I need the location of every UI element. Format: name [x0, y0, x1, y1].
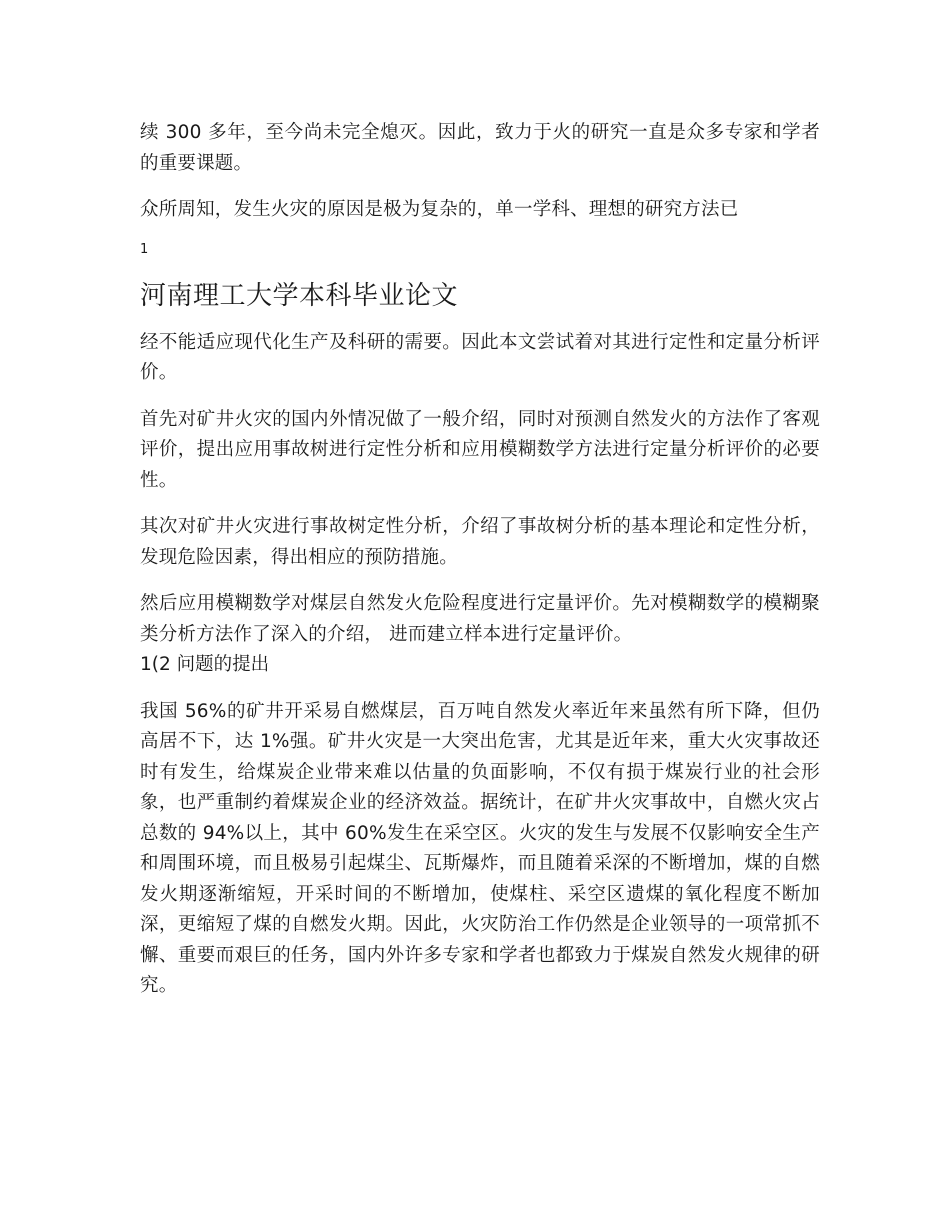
paragraph-intro: 经不能适应现代化生产及科研的需要。因此本文尝试着对其进行定性和定量分析评价。	[140, 331, 820, 383]
paragraph-research-methods: 众所周知，发生火灾的原因是极为复杂的，单一学科、理想的研究方法已	[140, 199, 739, 220]
paragraph-second: 其次对矿井火灾进行事故树定性分析，介绍了事故树分析的基本理论和定性分析，发现危险因素，得出相应的预防措施。	[140, 516, 820, 568]
page-number: 1	[140, 241, 149, 257]
paragraph-third: 然后应用模糊数学对煤层自然发火危险程度进行定量评价。先对模糊数学的模糊聚类分析方法作了深入的介绍， 进而建立样本进行定量评价。	[140, 593, 820, 645]
page-header-title: 河南理工大学本科毕业论文	[140, 280, 459, 311]
section-heading: 1(2 问题的提出	[140, 654, 270, 675]
paragraph-first: 首先对矿井火灾的国内外情况做了一般介绍，同时对预测自然发火的方法作了客观评价，提出应用事故树进行定性分析和应用模糊数学方法进行定量分析评价的必要性。	[140, 408, 820, 491]
paragraph-continuation: 续 300 多年，至今尚未完全熄灭。因此，致力于火的研究一直是众多专家和学者的重要课题。	[140, 122, 820, 174]
document-page	[140, 118, 820, 1018]
paragraph-problem-statement: 我国 56%的矿井开采易自燃煤层，百万吨自然发火率近年来虽然有所下降，但仍高居不下，达 1%强。矿井火灾是一大突出危害，尤其是近年来，重大火灾事故还时有发生，给煤炭企业带来难以估量的负面影响，不仅有损于煤炭行业的社会形象，也严重制约着煤炭企业的经济效益。据统计，在矿井火灾事故中，自燃火灾占总数的 94%以上，其中 60%发生在采空区。火灾的发生与发展不仅影响安全生产和周围环境，而且极易引起煤尘、瓦斯爆炸，而且随着采深的不断增加，煤的自燃发火期逐渐缩短，开采时间的不断增加，使煤柱、采空区遗煤的氧化程度不断加深，更缩短了煤的自燃发火期。因此，火灾防治工作仍然是企业领导的一项常抓不懈、重要而艰巨的任务，国内外许多专家和学者也都致力于煤炭自然发火规律的研究。	[140, 700, 820, 996]
